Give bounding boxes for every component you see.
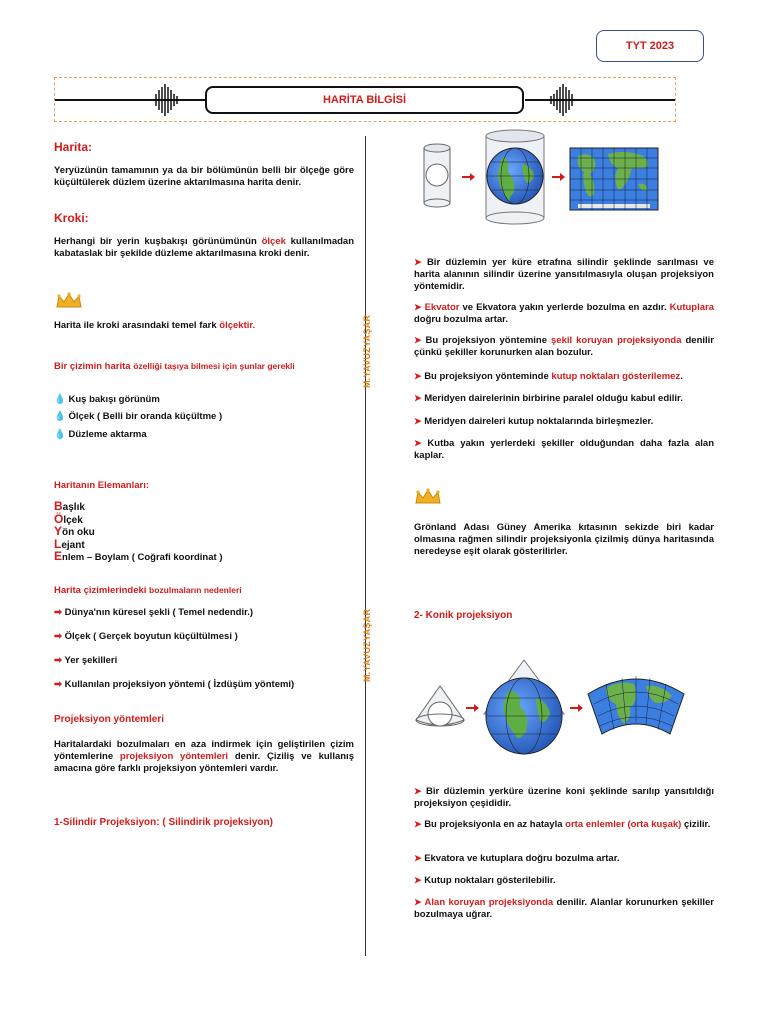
harita-definition: Yeryüzünün tamamının ya da bir bölümünün belli bir ölçeğe göre küçültülerek düzlem üzerine aktarılmasına harita denir.: [54, 165, 354, 188]
harita-heading: Harita:: [54, 140, 93, 154]
konik-bullet: ➤ Kutup noktaları gösterilebilir.: [414, 875, 556, 886]
ozellik-heading: Bir çizimin harita özelliği taşıya bilmesi için şunlar gerekli: [54, 361, 295, 372]
konik-bullet: ➤ Bir düzlemin yerküre üzerine koni şeklinde sarılıp yansıtıldığı projeksiyon çeşididir.: [414, 786, 714, 809]
silindir-bullet: ➤ Bir düzlemin yer küre etrafına silindir şeklinde sarılması ve harita alanının silindir üzerine yansıtılmasıyla oluşan projeksiyon yöntemidir.: [414, 257, 714, 292]
crown-icon: [414, 488, 442, 506]
kroki-definition: Herhangi bir yerin kuşbakışı görünümünün ölçek kullanılmadan kabataslak bir şekilde düzleme aktarılmasına kroki denir.: [54, 236, 355, 259]
elements-list: [54, 501, 222, 564]
requirement-item: 💧 Düzleme aktarma: [54, 429, 147, 440]
gronland-note: Grönland Adası Güney Amerika kıtasının sekizde biri kadar olmasına rağmen silindir projeksiyonla çizilmiş dünya haritasında neredeyse eşit olarak gösterilirler.: [414, 522, 714, 557]
silindir-bullet: ➤ Meridyen daireleri kutup noktalarında birleşmezler.: [414, 416, 654, 427]
konik-bullet: ➤ Ekvatora ve kutuplara doğru bozulma artar.: [414, 853, 620, 864]
element-item: Yön oku: [54, 524, 95, 538]
column-divider: [365, 136, 366, 956]
crown-icon: [55, 292, 83, 310]
cause-item: ➡ Yer şekilleri: [54, 655, 118, 666]
konik-bullet: ➤ Alan koruyan projeksiyonda denilir. Alanlar korunurken şekiller bozulmaya uğrar.: [414, 897, 714, 920]
cause-item: ➡ Dünya'nın küresel şekli ( Temel nedendir.): [54, 607, 254, 618]
requirement-item: 💧 Kuş bakışı görünüm: [54, 394, 160, 405]
silindir-bullet: ➤ Ekvator ve Ekvatora yakın yerlerde bozulma en azdır. Kutuplara doğru bozulma artar.: [414, 302, 715, 325]
silindir-bullet: ➤ Meridyen dairelerinin birbirine paralel olduğu kabul edilir.: [414, 393, 683, 404]
page-title: HARİTA BİLGİSİ: [205, 86, 524, 114]
projeksiyon-heading: Projeksiyon yöntemleri: [54, 714, 165, 725]
silindir-bullet: ➤ Bu projeksiyon yönteminde kutup noktaları gösterilemez.: [414, 371, 683, 382]
silindir-bullet: ➤ Bu projeksiyon yöntemine şekil koruyan projeksiyonda denilir çünkü şekiller korunurken alan bozulur.: [414, 335, 714, 358]
konik-bullet: ➤ Bu projeksiyonla en az hatayla orta enlemler (orta kuşak) çizilir.: [414, 819, 711, 830]
elements-heading: Haritanın Elemanları:: [54, 480, 150, 491]
kroki-heading: Kroki:: [54, 211, 89, 225]
element-item: Ölçek: [54, 511, 83, 526]
projeksiyon-definition: Haritalardaki bozulmaları en aza indirmek için geliştirilen çizim yöntemlerine projeksiyon yöntemleri denir. Çiziliş ve kullanış amacına göre farklı projeksiyon yöntemleri vardır.: [54, 739, 354, 774]
element-item: Başlık: [54, 499, 85, 513]
cause-item: ➡ Kullanılan projeksiyon yöntemi ( İzdüşüm yöntemi): [54, 679, 295, 690]
konik-heading: 2- Konik projeksiyon: [414, 610, 513, 621]
requirement-item: 💧 Ölçek ( Belli bir oranda küçültme ): [54, 411, 223, 422]
element-item: Lejant: [54, 536, 85, 551]
fark-text: Harita ile kroki arasındaki temel fark ölçektir.: [54, 320, 256, 331]
bozulma-heading: Harita çizimlerindeki bozulmaların nedenleri: [54, 585, 242, 596]
watermark-text: M.YAVUZYAŞAR: [362, 314, 372, 388]
conic-projection-figure: [410, 658, 686, 758]
element-item: Enlem – Boylam ( Coğrafi koordinat ): [54, 549, 223, 563]
silindir-bullet: ➤ Kutba yakın yerlerdeki şekiller olduğundan daha fazla alan kaplar.: [414, 438, 714, 461]
cause-item: ➡ Ölçek ( Gerçek boyutun küçültülmesi ): [54, 631, 238, 642]
watermark-text: M.YAVUZYAŞAR: [362, 608, 372, 682]
year-badge: TYT 2023: [596, 30, 704, 62]
cylindrical-projection-figure: [418, 128, 664, 228]
silindir-heading: 1-Silindir Projeksiyon: ( Silindirik projeksiyon): [54, 817, 273, 828]
